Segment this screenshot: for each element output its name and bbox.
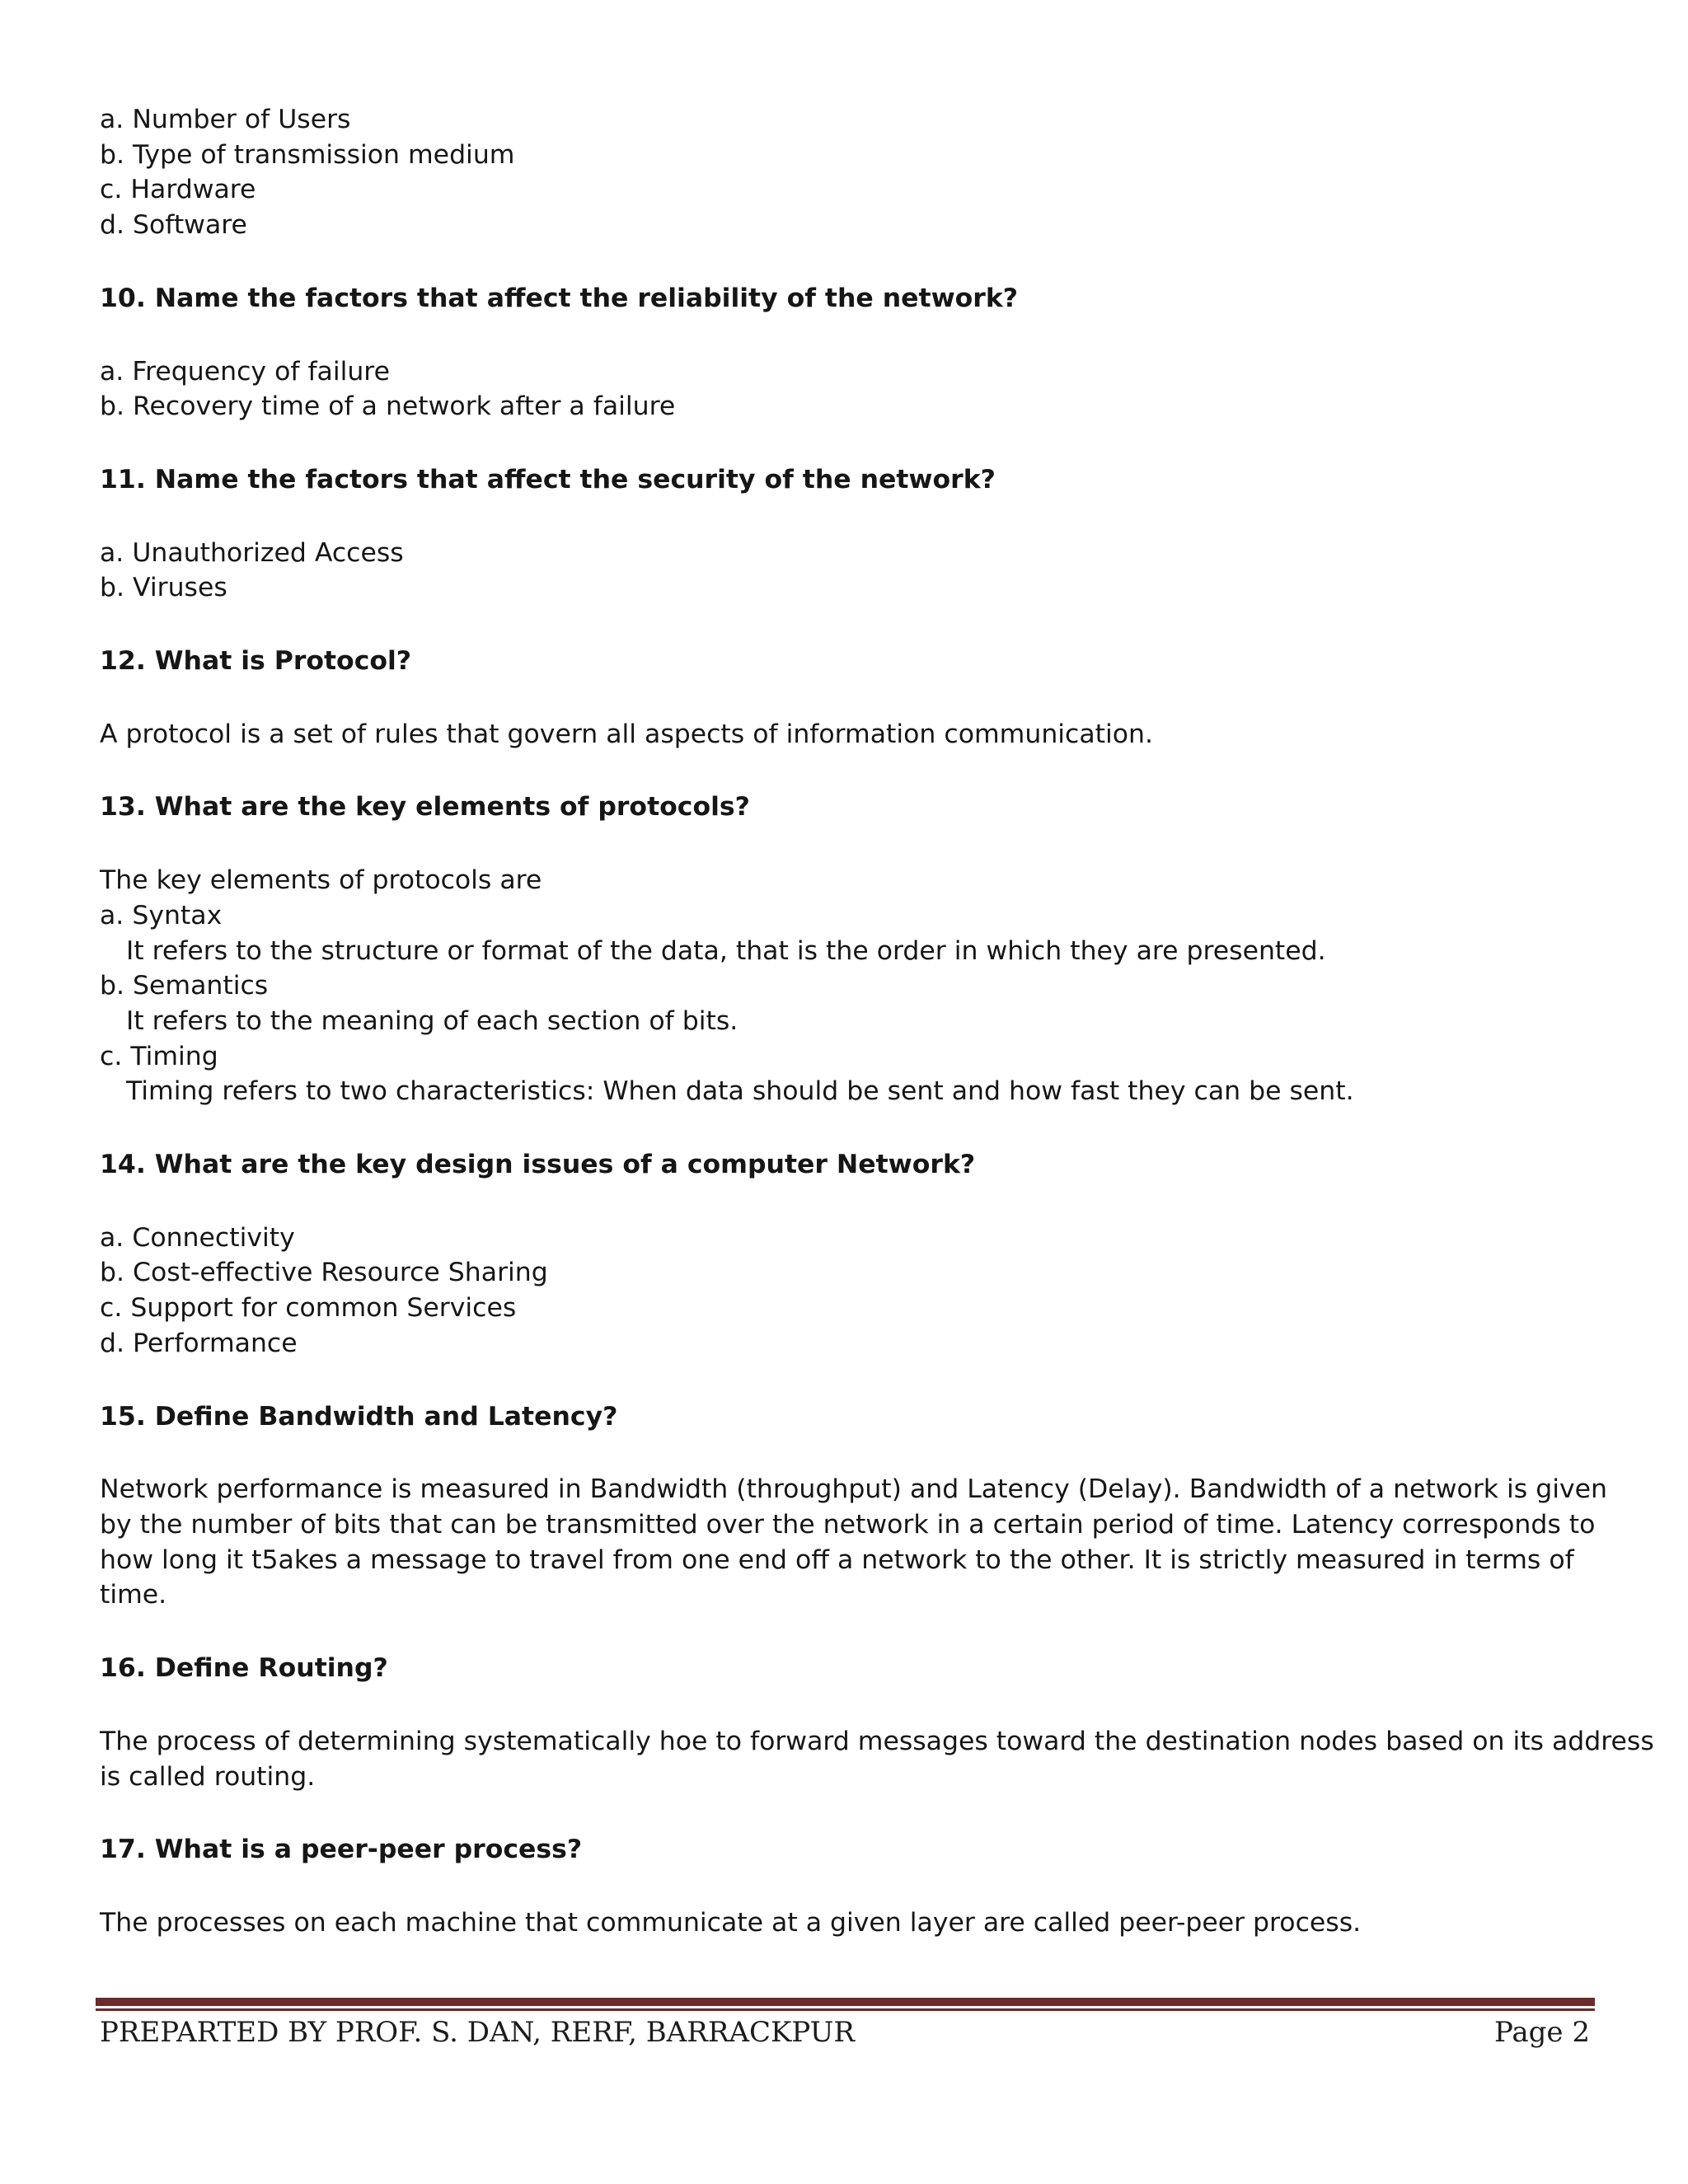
list-item: a. Connectivity — [100, 1222, 295, 1253]
list-item: d. Software — [100, 210, 247, 241]
answer-15-line: how long it t5akes a message to travel from one end off a network to the other. It is strictly measured in terms of — [100, 1544, 1574, 1575]
question-12: 12. What is Protocol? — [100, 646, 412, 677]
page-footer — [100, 2013, 1590, 2052]
answer-16-line: The process of determining systematically hoe to forward messages toward the destination nodes based on its address — [100, 1726, 1654, 1756]
list-item: a. Syntax — [100, 900, 223, 930]
footer-author: PREPARTED BY PROF. S. DAN, RERF, BARRACKPUR — [100, 2016, 855, 2049]
list-item-description: It refers to the meaning of each section of bits. — [126, 1005, 738, 1036]
document-body — [100, 102, 1654, 1941]
question-13: 13. What are the key elements of protocols? — [100, 792, 750, 823]
list-item: a. Unauthorized Access — [100, 537, 404, 568]
question-14: 14. What are the key design issues of a computer Network? — [100, 1150, 976, 1180]
footer-divider — [96, 1998, 1595, 2006]
answer-16-line: is called routing. — [100, 1761, 316, 1792]
question-11: 11. Name the factors that affect the security of the network? — [100, 464, 996, 494]
list-item: b. Recovery time of a network after a failure — [100, 391, 676, 422]
answer-13-intro: The key elements of protocols are — [100, 865, 542, 896]
footer-divider-thin — [96, 2008, 1595, 2011]
list-item: c. Timing — [100, 1041, 218, 1071]
list-item: d. Performance — [100, 1328, 298, 1358]
list-item: c. Support for common Services — [100, 1293, 517, 1324]
intro-list — [100, 102, 1592, 243]
list-item: b. Semantics — [100, 971, 269, 1001]
answer-15-line: Network performance is measured in Bandwidth (throughput) and Latency (Delay). Bandwidth of a network is given — [100, 1474, 1607, 1505]
list-item-description: It refers to the structure or format of the data, that is the order in which they are presented. — [126, 935, 1326, 966]
list-item: a. Frequency of failure — [100, 356, 390, 387]
list-item: a. Number of Users — [100, 105, 351, 134]
question-10: 10. Name the factors that affect the reliability of the network? — [100, 283, 1019, 313]
list-item: b. Cost-effective Resource Sharing — [100, 1258, 548, 1288]
page-number: Page 2 — [1494, 2016, 1590, 2049]
answer-15-line: by the number of bits that can be transmitted over the network in a certain period of time. Latency corresponds to — [100, 1509, 1596, 1540]
question-16: 16. Define Routing? — [100, 1653, 388, 1684]
list-item-description: Timing refers to two characteristics: When data should be sent and how fast they can be sent. — [126, 1076, 1354, 1107]
list-item: c. Hardware — [100, 175, 256, 205]
answer-17: The processes on each machine that communicate at a given layer are called peer-peer process. — [100, 1907, 1362, 1938]
answer-15-line: time. — [100, 1580, 167, 1610]
answer-12: A protocol is a set of rules that govern all aspects of information communication. — [100, 719, 1154, 749]
list-item: b. Type of transmission medium — [100, 139, 515, 170]
question-15: 15. Define Bandwidth and Latency? — [100, 1401, 618, 1432]
list-item: b. Viruses — [100, 573, 227, 603]
question-17: 17. What is a peer-peer process? — [100, 1835, 583, 1865]
